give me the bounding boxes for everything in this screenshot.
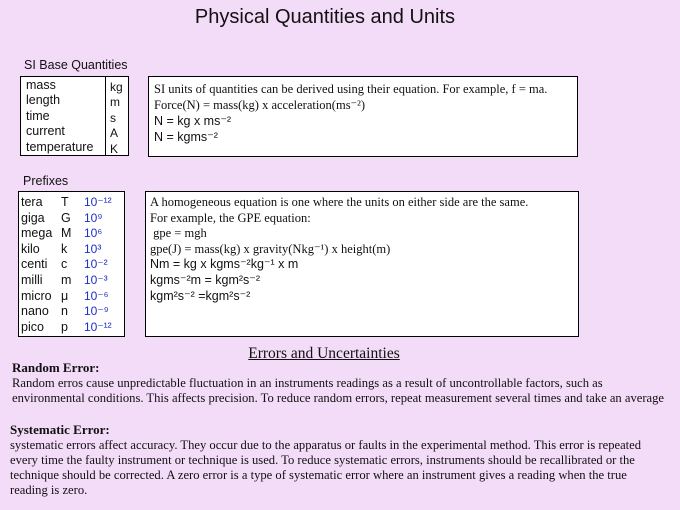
prefix-symbol: m: [61, 272, 72, 287]
errors-section-title: Errors and Uncertainties: [248, 345, 400, 362]
prefix-symbol: n: [61, 304, 68, 319]
si-quantity: time: [26, 108, 50, 123]
systematic-error-section: [10, 422, 665, 498]
derived-line: N = kg x ms⁻²: [154, 114, 232, 128]
si-unit: K: [110, 141, 119, 156]
prefix-names: [21, 195, 52, 335]
si-unit: s: [110, 110, 116, 125]
prefix-value: 10⁻²: [84, 257, 108, 272]
systematic-error-heading: Systematic Error:: [10, 422, 110, 437]
prefix-symbol: G: [61, 210, 71, 225]
prefix-name: giga: [21, 210, 45, 225]
prefix-value: 10⁶: [84, 226, 103, 241]
si-unit: kg: [110, 80, 123, 94]
page-title: Physical Quantities and Units: [194, 6, 456, 28]
prefix-value: 10⁹: [84, 210, 103, 225]
column-divider: [105, 77, 106, 155]
derived-units-box: [148, 76, 578, 157]
derived-line: Force(N) = mass(kg) x acceleration(ms⁻²): [154, 98, 366, 112]
si-quantity: length: [26, 93, 61, 108]
prefix-value: 10⁻¹²: [84, 195, 112, 209]
homogeneous-line: Nm = kg x kgms⁻²kg⁻¹ x m: [150, 257, 299, 272]
prefix-name: pico: [21, 319, 44, 334]
si-base-table: [20, 76, 129, 156]
homogeneous-line: kgm²s⁻² =kgm²s⁻²: [150, 288, 251, 303]
prefix-name: nano: [21, 304, 49, 319]
prefix-name: kilo: [21, 241, 40, 256]
prefix-symbol: p: [61, 319, 68, 334]
homogeneous-line: A homogeneous equation is one where the units on either side are the same.: [150, 195, 529, 209]
si-quantity-names: [26, 78, 93, 155]
prefix-symbol: k: [61, 241, 68, 256]
prefix-name: tera: [21, 195, 43, 209]
prefix-value: 10⁻⁶: [84, 288, 109, 303]
prefix-symbol: T: [61, 195, 69, 209]
prefix-value: 10⁻¹²: [84, 319, 112, 334]
si-unit-symbols: [110, 80, 123, 157]
prefix-name: milli: [21, 272, 43, 287]
derived-line: SI units of quantities can be derived using their equation. For example, f = ma.: [154, 82, 548, 96]
homogeneous-line: kgms⁻²m = kgm²s⁻²: [150, 272, 261, 287]
prefix-symbol: M: [61, 226, 72, 241]
homogeneous-line: gpe(J) = mass(kg) x gravity(Nkg⁻¹) x height(m): [150, 241, 391, 256]
prefix-name: mega: [21, 226, 53, 241]
si-quantity: temperature: [26, 139, 94, 154]
si-unit: m: [110, 95, 120, 110]
systematic-error-text: systematic errors affect accuracy. They occur due to the apparatus or faults in the experimental method. This error is repeated every time the faulty instrument or technique is used. To reduce systematic errors, instruments should be recallibrated or the technique should be corrected. A zero error is a type of systematic error where an instrument gives a reading when the true reading is zero.: [10, 438, 642, 497]
prefix-name: centi: [21, 257, 48, 272]
random-error-text: Random erros cause unpredictable fluctuation in an instruments readings as a result of uncontrollable factors, such as environmental conditions. This affects precision. To reduce random errors, repeat measurement several times and take an average: [12, 376, 664, 405]
prefixes-label: Prefixes: [23, 174, 69, 188]
si-quantity: mass: [26, 78, 56, 92]
prefixes-table: [18, 191, 125, 337]
prefix-value: 10³: [84, 241, 102, 256]
si-quantity: current: [26, 124, 65, 139]
homogeneous-line: For example, the GPE equation:: [150, 210, 311, 225]
prefix-symbol: c: [61, 257, 68, 272]
random-error-section: [12, 360, 667, 406]
prefix-symbols: [61, 195, 71, 335]
prefix-name: micro: [21, 288, 52, 303]
prefix-value: 10⁻⁹: [84, 304, 109, 319]
random-error-heading: Random Error:: [12, 360, 100, 375]
si-base-label: SI Base Quantities: [24, 58, 128, 72]
homogeneous-line: gpe = mgh: [150, 226, 207, 241]
prefix-values: [84, 195, 112, 335]
prefix-symbol: μ: [61, 288, 69, 303]
prefix-value: 10⁻³: [84, 272, 108, 287]
derived-line: N = kgms⁻²: [154, 130, 218, 144]
homogeneous-equation-box: [145, 191, 579, 337]
si-unit: A: [110, 126, 119, 141]
